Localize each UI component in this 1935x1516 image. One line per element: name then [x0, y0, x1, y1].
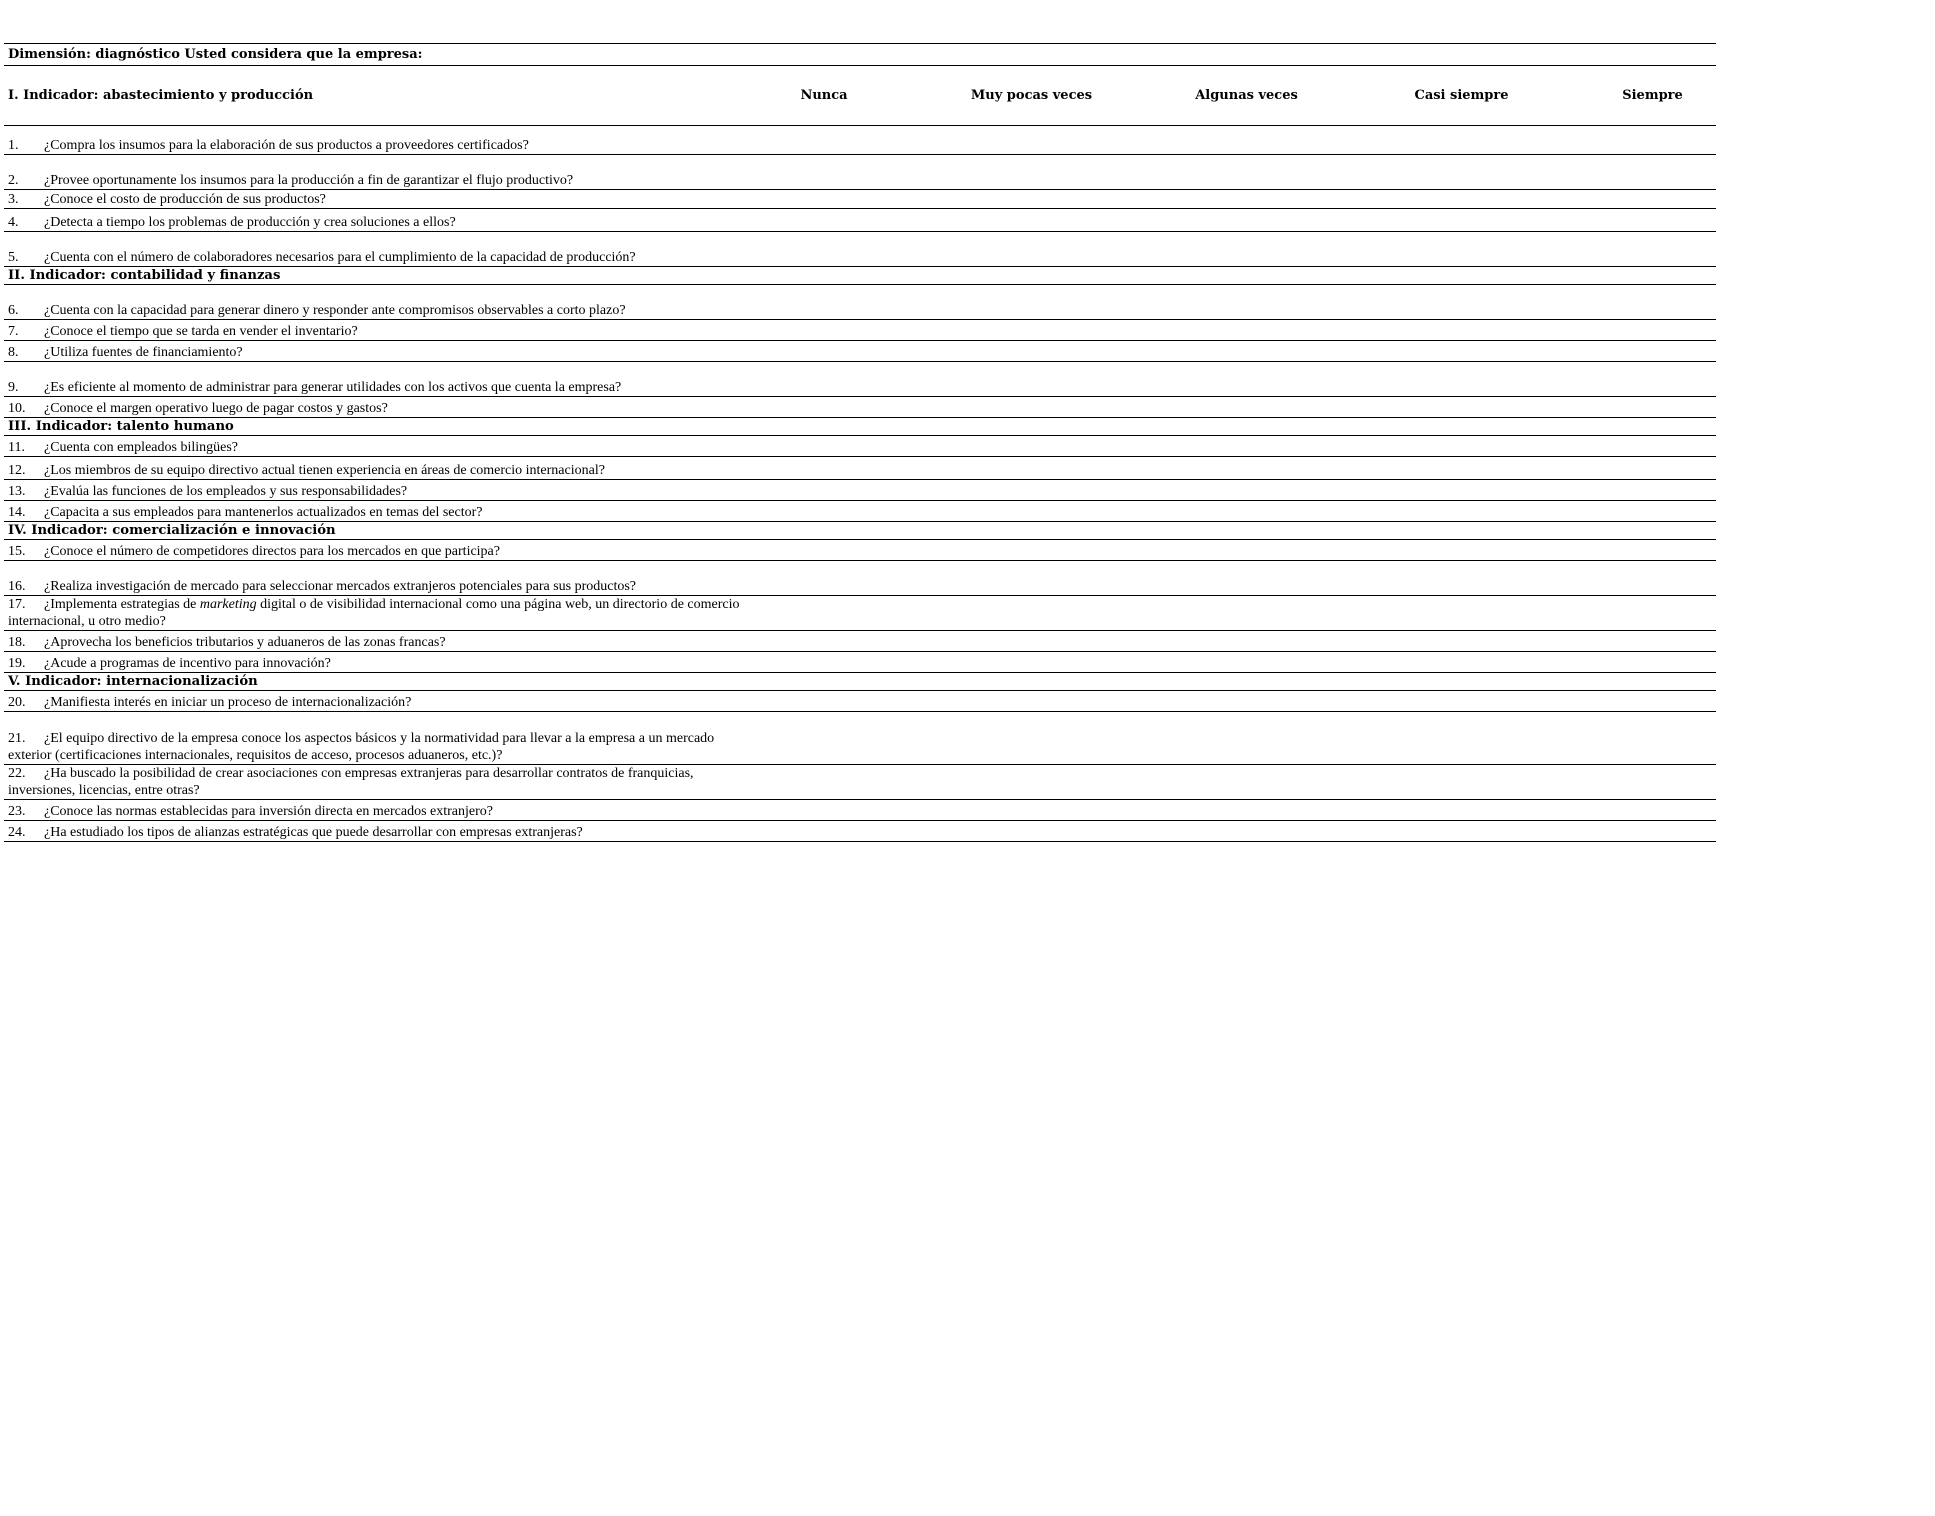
answer-cell-muy-pocas-veces[interactable]: [904, 285, 1159, 320]
answer-cell-casi-siempre[interactable]: [1334, 341, 1589, 362]
question-text: [4, 232, 744, 267]
section-header-row: [4, 522, 1716, 540]
question-row: [4, 631, 1716, 652]
question-label: ¿Compra los insumos para la elaboración de sus productos a proveedores certificados?: [44, 138, 529, 153]
question-number: 16.: [8, 579, 26, 594]
question-row: [4, 501, 1716, 522]
question-text: [4, 341, 744, 362]
answer-cell-casi-siempre[interactable]: [1334, 457, 1589, 480]
question-label: ¿Conoce el tiempo que se tarda en vender el inventario?: [44, 324, 358, 339]
answer-cell-muy-pocas-veces[interactable]: [904, 800, 1159, 821]
section-title-talento-humano: III. Indicador: talento humano: [4, 418, 1716, 436]
answer-cell-siempre[interactable]: [1589, 190, 1716, 209]
answer-cell-nunca[interactable]: [744, 821, 904, 842]
answer-cell-siempre[interactable]: [1589, 320, 1716, 341]
answer-cell-siempre[interactable]: [1589, 397, 1716, 418]
answer-cell-siempre[interactable]: [1589, 540, 1716, 561]
section-title-contabilidad: II. Indicador: contabilidad y finanzas: [4, 267, 1716, 285]
scale-header-muy-pocas-veces: Muy pocas veces: [904, 66, 1159, 126]
question-row: [4, 285, 1716, 320]
answer-cell-siempre[interactable]: [1589, 652, 1716, 673]
answer-cell-casi-siempre[interactable]: [1334, 712, 1589, 765]
answer-cell-algunas-veces[interactable]: [1159, 540, 1334, 561]
answer-cell-algunas-veces[interactable]: [1159, 232, 1334, 267]
answer-cell-casi-siempre[interactable]: [1334, 652, 1589, 673]
scale-header-siempre: Siempre: [1589, 66, 1716, 126]
question-number: 21.: [8, 731, 26, 746]
question-number: 17.: [8, 597, 26, 612]
question-number: 6.: [8, 303, 19, 318]
answer-cell-muy-pocas-veces[interactable]: [904, 397, 1159, 418]
question-label: ¿Conoce el costo de producción de sus productos?: [44, 192, 326, 207]
answer-cell-algunas-veces[interactable]: [1159, 362, 1334, 397]
answer-cell-muy-pocas-veces[interactable]: [904, 190, 1159, 209]
answer-cell-siempre[interactable]: [1589, 596, 1716, 631]
answer-cell-algunas-veces[interactable]: [1159, 501, 1334, 522]
answer-cell-algunas-veces[interactable]: [1159, 800, 1334, 821]
question-text: [4, 652, 744, 673]
question-label: ¿Capacita a sus empleados para mantenerlos actualizados en temas del sector?: [44, 505, 483, 520]
answer-cell-muy-pocas-veces[interactable]: [904, 631, 1159, 652]
question-label: ¿Evalúa las funciones de los empleados y sus responsabilidades?: [44, 484, 408, 499]
answer-cell-siempre[interactable]: [1589, 631, 1716, 652]
answer-cell-casi-siempre[interactable]: [1334, 765, 1589, 800]
answer-cell-siempre[interactable]: [1589, 765, 1716, 800]
answer-cell-muy-pocas-veces[interactable]: [904, 480, 1159, 501]
answer-cell-algunas-veces[interactable]: [1159, 480, 1334, 501]
question-text: [4, 362, 744, 397]
question-number: 15.: [8, 544, 26, 559]
answer-cell-siempre[interactable]: [1589, 209, 1716, 232]
question-text: [4, 397, 744, 418]
question-number: 13.: [8, 484, 26, 499]
question-text: [4, 501, 744, 522]
question-label: ¿Provee oportunamente los insumos para la producción a fin de garantizar el flujo productivo?: [44, 173, 574, 188]
question-label: ¿Cuenta con la capacidad para generar dinero y responder ante compromisos observables a corto plazo?: [44, 303, 626, 318]
answer-cell-casi-siempre[interactable]: [1334, 540, 1589, 561]
question-row: [4, 320, 1716, 341]
answer-cell-casi-siempre[interactable]: [1334, 397, 1589, 418]
question-text: [4, 480, 744, 501]
question-row: [4, 540, 1716, 561]
answer-cell-muy-pocas-veces[interactable]: [904, 561, 1159, 596]
answer-cell-nunca[interactable]: [744, 800, 904, 821]
question-row: [4, 341, 1716, 362]
answer-cell-casi-siempre[interactable]: [1334, 209, 1589, 232]
question-row: [4, 457, 1716, 480]
answer-cell-algunas-veces[interactable]: [1159, 285, 1334, 320]
question-number: 20.: [8, 695, 26, 710]
answer-cell-algunas-veces[interactable]: [1159, 397, 1334, 418]
question-text: [4, 436, 744, 457]
scale-header-algunas-veces: Algunas veces: [1159, 66, 1334, 126]
answer-cell-nunca[interactable]: [744, 285, 904, 320]
question-number: 24.: [8, 825, 26, 840]
answer-cell-casi-siempre[interactable]: [1334, 155, 1589, 190]
question-number: 2.: [8, 173, 19, 188]
answer-cell-muy-pocas-veces[interactable]: [904, 320, 1159, 341]
answer-cell-casi-siempre[interactable]: [1334, 190, 1589, 209]
question-label: ¿Detecta a tiempo los problemas de producción y crea soluciones a ellos?: [44, 215, 456, 230]
question-text: [4, 712, 744, 765]
answer-cell-nunca[interactable]: [744, 652, 904, 673]
question-row: [4, 800, 1716, 821]
answer-cell-nunca[interactable]: [744, 596, 904, 631]
answer-cell-casi-siempre[interactable]: [1334, 501, 1589, 522]
question-text: [4, 540, 744, 561]
answer-cell-muy-pocas-veces[interactable]: [904, 501, 1159, 522]
answer-cell-muy-pocas-veces[interactable]: [904, 691, 1159, 712]
answer-cell-nunca[interactable]: [744, 155, 904, 190]
answer-cell-muy-pocas-veces[interactable]: [904, 821, 1159, 842]
answer-cell-siempre[interactable]: [1589, 285, 1716, 320]
answer-cell-algunas-veces[interactable]: [1159, 712, 1334, 765]
answer-cell-muy-pocas-veces[interactable]: [904, 457, 1159, 480]
question-label: ¿Utiliza fuentes de financiamiento?: [44, 345, 243, 360]
section-header-row: [4, 673, 1716, 691]
answer-cell-muy-pocas-veces[interactable]: [904, 209, 1159, 232]
answer-cell-nunca[interactable]: [744, 362, 904, 397]
answer-cell-muy-pocas-veces[interactable]: [904, 765, 1159, 800]
answer-cell-siempre[interactable]: [1589, 821, 1716, 842]
question-number: 8.: [8, 345, 19, 360]
indicator-header: I. Indicador: abastecimiento y producción: [4, 66, 744, 126]
answer-cell-nunca[interactable]: [744, 341, 904, 362]
question-number: 23.: [8, 804, 26, 819]
answer-cell-casi-siempre[interactable]: [1334, 596, 1589, 631]
answer-cell-siempre[interactable]: [1589, 501, 1716, 522]
answer-cell-casi-siempre[interactable]: [1334, 362, 1589, 397]
answer-cell-casi-siempre[interactable]: [1334, 631, 1589, 652]
answer-cell-muy-pocas-veces[interactable]: [904, 341, 1159, 362]
question-row: [4, 561, 1716, 596]
question-label: ¿Manifiesta interés en iniciar un proceso de internacionalización?: [44, 695, 412, 710]
question-number: 19.: [8, 656, 26, 671]
answer-cell-siempre[interactable]: [1589, 480, 1716, 501]
question-row: [4, 397, 1716, 418]
answer-cell-siempre[interactable]: [1589, 691, 1716, 712]
header-row: [4, 66, 1716, 126]
question-label: ¿El equipo directivo de la empresa conoce los aspectos básicos y la normatividad para llevar a la empresa a un mercado exterior (certificaciones internacionales, requisitos de acceso, procesos aduaneros, etc.)?: [8, 731, 715, 763]
answer-cell-siempre[interactable]: [1589, 712, 1716, 765]
question-label: ¿Cuenta con el número de colaboradores necesarios para el cumplimiento de la capacidad de producción?: [44, 250, 636, 265]
answer-cell-casi-siempre[interactable]: [1334, 821, 1589, 842]
question-row: [4, 126, 1716, 155]
question-number: 12.: [8, 463, 26, 478]
answer-cell-muy-pocas-veces[interactable]: [904, 155, 1159, 190]
question-text: [4, 190, 744, 209]
question-label: ¿Aprovecha los beneficios tributarios y aduaneros de las zonas francas?: [44, 635, 446, 650]
question-text: [4, 285, 744, 320]
question-row: [4, 821, 1716, 842]
answer-cell-nunca[interactable]: [744, 480, 904, 501]
answer-cell-nunca[interactable]: [744, 209, 904, 232]
question-row: [4, 209, 1716, 232]
answer-cell-nunca[interactable]: [744, 397, 904, 418]
answer-cell-siempre[interactable]: [1589, 155, 1716, 190]
answer-cell-nunca[interactable]: [744, 320, 904, 341]
answer-cell-muy-pocas-veces[interactable]: [904, 436, 1159, 457]
answer-cell-algunas-veces[interactable]: [1159, 126, 1334, 155]
answer-cell-casi-siempre[interactable]: [1334, 436, 1589, 457]
question-label: ¿Ha buscado la posibilidad de crear asociaciones con empresas extranjeras para desarrollar contratos de franquicias, inversiones, licencias, entre otras?: [8, 766, 694, 798]
question-label: ¿Cuenta con empleados bilingües?: [44, 440, 238, 455]
answer-cell-nunca[interactable]: [744, 691, 904, 712]
section-header-row: [4, 267, 1716, 285]
answer-cell-siempre[interactable]: [1589, 436, 1716, 457]
question-text: [4, 320, 744, 341]
question-label-after: digital o de visibilidad internacional como una página web, un directorio de comercio internacional, u otro medio?: [8, 597, 740, 629]
answer-cell-siempre[interactable]: [1589, 457, 1716, 480]
question-number: 9.: [8, 380, 19, 395]
answer-cell-casi-siempre[interactable]: [1334, 691, 1589, 712]
question-label: ¿Acude a programas de incentivo para innovación?: [44, 656, 331, 671]
answer-cell-nunca[interactable]: [744, 126, 904, 155]
question-number: 4.: [8, 215, 19, 230]
question-text: [4, 631, 744, 652]
question-row: [4, 480, 1716, 501]
question-text: [4, 596, 744, 631]
question-number: 5.: [8, 250, 19, 265]
answer-cell-siempre[interactable]: [1589, 561, 1716, 596]
section-title-comercializacion: IV. Indicador: comercialización e innovación: [4, 522, 1716, 540]
question-label-emphasis: marketing: [199, 597, 257, 612]
question-row: [4, 712, 1716, 765]
question-number: 10.: [8, 401, 26, 416]
answer-cell-nunca[interactable]: [744, 436, 904, 457]
question-row: [4, 190, 1716, 209]
answer-cell-algunas-veces[interactable]: [1159, 652, 1334, 673]
question-label-before: ¿Implementa estrategias de: [44, 597, 200, 612]
answer-cell-muy-pocas-veces[interactable]: [904, 362, 1159, 397]
answer-cell-nunca[interactable]: [744, 232, 904, 267]
question-text: [4, 561, 744, 596]
answer-cell-nunca[interactable]: [744, 631, 904, 652]
question-text: [4, 765, 744, 800]
survey-table: [4, 43, 1716, 842]
answer-cell-siempre[interactable]: [1589, 126, 1716, 155]
dimension-title-row: [4, 44, 1716, 66]
answer-cell-muy-pocas-veces[interactable]: [904, 540, 1159, 561]
question-text: [4, 209, 744, 232]
answer-cell-casi-siempre[interactable]: [1334, 232, 1589, 267]
question-label: ¿Realiza investigación de mercado para seleccionar mercados extranjeros potenciales para sus productos?: [44, 579, 637, 594]
question-text: [4, 821, 744, 842]
answer-cell-muy-pocas-veces[interactable]: [904, 712, 1159, 765]
answer-cell-nunca[interactable]: [744, 712, 904, 765]
question-text: [4, 457, 744, 480]
answer-cell-casi-siempre[interactable]: [1334, 561, 1589, 596]
question-label: ¿Los miembros de su equipo directivo actual tienen experiencia en áreas de comercio internacional?: [44, 463, 605, 478]
question-row: [4, 232, 1716, 267]
question-label: ¿Ha estudiado los tipos de alianzas estratégicas que puede desarrollar con empresas extranjeras?: [44, 825, 583, 840]
question-text: [4, 800, 744, 821]
question-text: [4, 691, 744, 712]
answer-cell-muy-pocas-veces[interactable]: [904, 126, 1159, 155]
answer-cell-nunca[interactable]: [744, 540, 904, 561]
answer-cell-algunas-veces[interactable]: [1159, 691, 1334, 712]
answer-cell-algunas-veces[interactable]: [1159, 436, 1334, 457]
scale-header-casi-siempre: Casi siempre: [1334, 66, 1589, 126]
question-label: ¿Conoce el margen operativo luego de pagar costos y gastos?: [44, 401, 388, 416]
answer-cell-casi-siempre[interactable]: [1334, 285, 1589, 320]
answer-cell-nunca[interactable]: [744, 190, 904, 209]
answer-cell-casi-siempre[interactable]: [1334, 320, 1589, 341]
answer-cell-algunas-veces[interactable]: [1159, 341, 1334, 362]
question-number: 22.: [8, 766, 26, 781]
section-header-row: [4, 418, 1716, 436]
answer-cell-siempre[interactable]: [1589, 362, 1716, 397]
answer-cell-algunas-veces[interactable]: [1159, 209, 1334, 232]
question-row: [4, 691, 1716, 712]
question-label: ¿Conoce el número de competidores directos para los mercados en que participa?: [44, 544, 500, 559]
answer-cell-algunas-veces[interactable]: [1159, 190, 1334, 209]
answer-cell-casi-siempre[interactable]: [1334, 800, 1589, 821]
answer-cell-algunas-veces[interactable]: [1159, 320, 1334, 341]
question-row: [4, 362, 1716, 397]
question-row: [4, 155, 1716, 190]
answer-cell-nunca[interactable]: [744, 501, 904, 522]
answer-cell-algunas-veces[interactable]: [1159, 596, 1334, 631]
answer-cell-nunca[interactable]: [744, 457, 904, 480]
question-number: 3.: [8, 192, 19, 207]
answer-cell-muy-pocas-veces[interactable]: [904, 652, 1159, 673]
answer-cell-casi-siempre[interactable]: [1334, 480, 1589, 501]
answer-cell-algunas-veces[interactable]: [1159, 155, 1334, 190]
answer-cell-muy-pocas-veces[interactable]: [904, 232, 1159, 267]
question-row: [4, 765, 1716, 800]
answer-cell-siempre[interactable]: [1589, 800, 1716, 821]
question-text: [4, 126, 744, 155]
question-number: 1.: [8, 138, 19, 153]
answer-cell-muy-pocas-veces[interactable]: [904, 596, 1159, 631]
answer-cell-algunas-veces[interactable]: [1159, 457, 1334, 480]
answer-cell-nunca[interactable]: [744, 765, 904, 800]
answer-cell-siempre[interactable]: [1589, 232, 1716, 267]
question-text: [4, 155, 744, 190]
question-row: [4, 652, 1716, 673]
question-row: [4, 436, 1716, 457]
answer-cell-algunas-veces[interactable]: [1159, 765, 1334, 800]
question-number: 11.: [8, 440, 25, 455]
answer-cell-algunas-veces[interactable]: [1159, 561, 1334, 596]
scale-header-nunca: Nunca: [744, 66, 904, 126]
question-label: ¿Conoce las normas establecidas para inversión directa en mercados extranjero?: [44, 804, 493, 819]
answer-cell-casi-siempre[interactable]: [1334, 126, 1589, 155]
question-row: [4, 596, 1716, 631]
answer-cell-algunas-veces[interactable]: [1159, 631, 1334, 652]
answer-cell-algunas-veces[interactable]: [1159, 821, 1334, 842]
question-number: 18.: [8, 635, 26, 650]
question-label: ¿Es eficiente al momento de administrar para generar utilidades con los activos que cuenta la empresa?: [44, 380, 622, 395]
answer-cell-siempre[interactable]: [1589, 341, 1716, 362]
section-title-internacionalizacion: V. Indicador: internacionalización: [4, 673, 1716, 691]
question-number: 14.: [8, 505, 26, 520]
question-number: 7.: [8, 324, 19, 339]
dimension-title: Dimensión: diagnóstico Usted considera que la empresa:: [4, 44, 1716, 66]
answer-cell-nunca[interactable]: [744, 561, 904, 596]
